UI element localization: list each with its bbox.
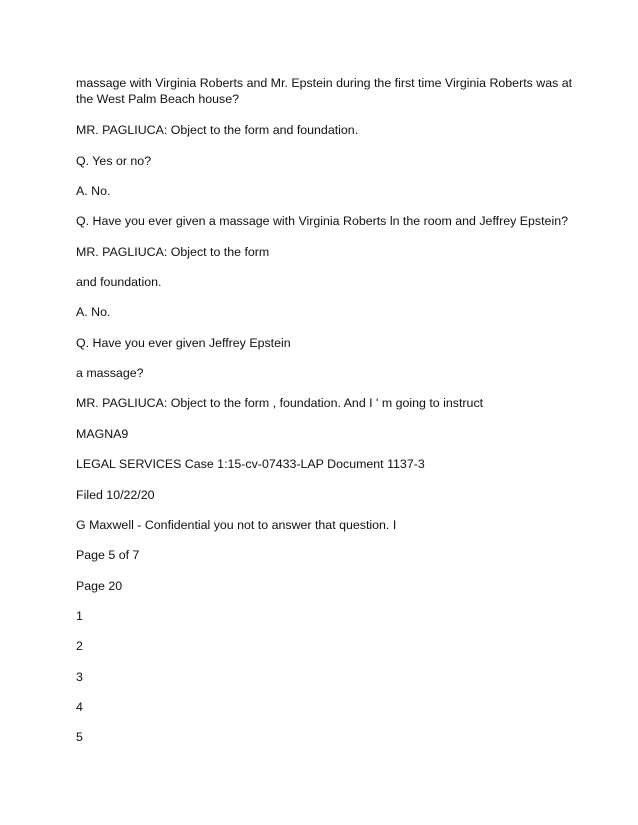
line-number: 2	[76, 639, 83, 653]
transcript-paragraph: MR. PAGLIUCA: Object to the form and foundation.	[76, 123, 359, 137]
transcript-paragraph: Filed 10/22/20	[76, 488, 155, 502]
transcript-paragraph: MR. PAGLIUCA: Object to the form	[76, 245, 270, 259]
line-number: 4	[76, 700, 83, 714]
transcript-paragraph: MR. PAGLIUCA: Object to the form , foundation. And I ' m going to instruct	[76, 396, 484, 410]
line-number: 5	[76, 730, 83, 744]
transcript-paragraph: G Maxwell - Confidential you not to answer that question. I	[76, 518, 397, 532]
transcript-paragraph: Page 5 of 7	[76, 548, 140, 562]
transcript-paragraph: a massage?	[76, 366, 144, 380]
transcript-paragraph: Q. Have you ever given Jeffrey Epstein	[76, 336, 291, 350]
transcript-paragraph: and foundation.	[76, 275, 162, 289]
line-number: 3	[76, 670, 83, 684]
transcript-paragraph: LEGAL SERVICES Case 1:15-cv-07433-LAP Document 1137-3	[76, 457, 425, 471]
transcript-paragraph: A. No.	[76, 184, 111, 198]
transcript-paragraph: Page 20	[76, 579, 123, 593]
transcript-paragraph: massage with Virginia Roberts and Mr. Epstein during the first time Virginia Roberts was at the West Palm Beach house?	[76, 76, 573, 106]
transcript-paragraph: MAGNA9	[76, 427, 129, 441]
transcript-paragraph: Q. Have you ever given a massage with Virginia Roberts ln the room and Jeffrey Epstein?	[76, 214, 568, 228]
transcript-paragraph: A. No.	[76, 305, 111, 319]
transcript-paragraph: Q. Yes or no?	[76, 154, 152, 168]
line-number: 1	[76, 609, 83, 623]
